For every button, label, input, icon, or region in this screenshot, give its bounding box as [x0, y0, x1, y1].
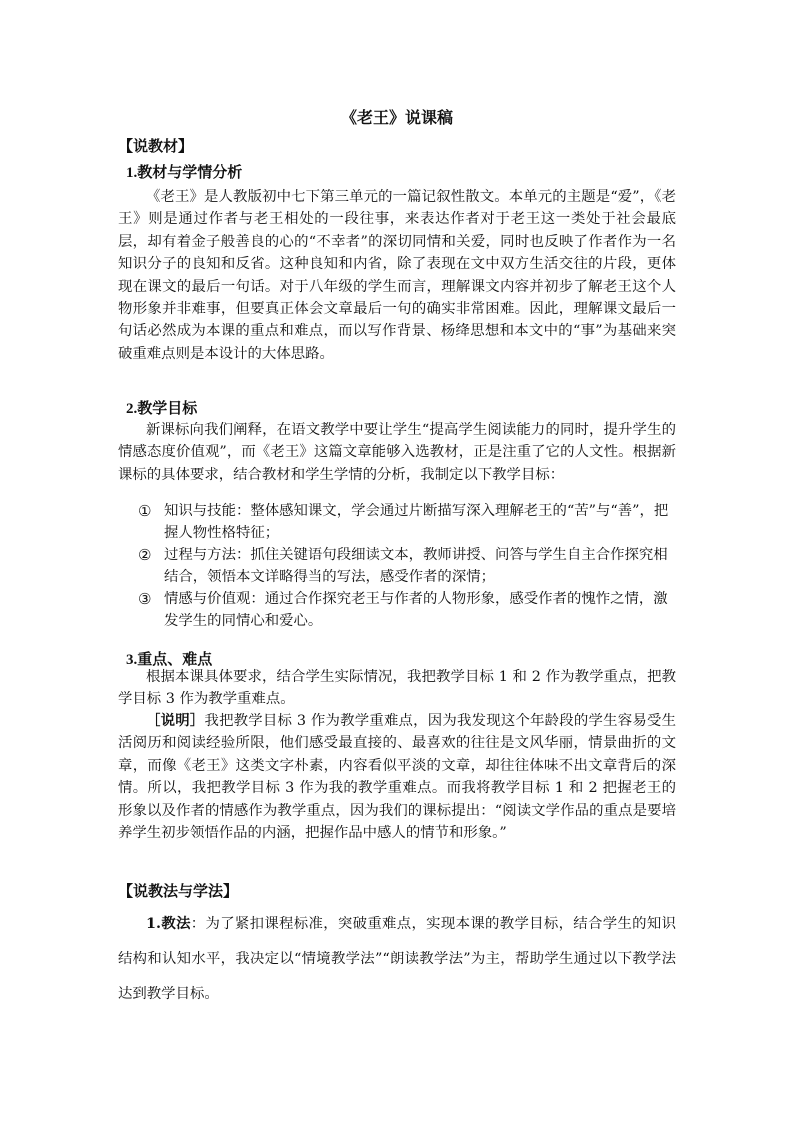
goal-item-process	[138, 544, 678, 589]
paragraph-explanation	[118, 710, 676, 844]
goal-text: 情感与价值观：通过合作探究老王与作者的人物形象，感受作者的愧怍之情，激发学生的同情心和爱心。	[164, 591, 668, 630]
teaching-method-label: 教法	[161, 915, 191, 932]
subheading-teaching-goals	[126, 397, 197, 420]
subheading-material-analysis	[126, 161, 242, 184]
goal-text: 知识与技能：整体感知课文，学会通过片断描写深入理解老王的“苦”与“善”，把握人物性格特征；	[164, 503, 669, 542]
goal-item-knowledge	[138, 500, 678, 545]
teaching-method-number: 1.	[146, 915, 162, 932]
goal-text: 过程与方法：抓住关键语句段细读文本，教师讲授、问答与学生自主合作探究相结合，领悟本文详略得当的写法，感受作者的深情；	[164, 547, 668, 586]
explanation-label: ［说明］	[146, 712, 205, 729]
explanation-text: 我把教学目标 3 作为教学重难点，因为我发现这个年龄段的学生容易受生活阅历和阅读经验所限，他们感受最直接的、最喜欢的往往是文风华丽，情景曲折的文章，而像《老王》这类文字朴素，内容看似平淡的文章，却往往体味不出文章背后的深情。所以，我把教学目标 3 作为我的教学重难点。而我将教学目标 1 和 2 把握老王的形象以及作者的情感作为教学重点，因为我们的课标提出：“阅读文学作品的重点是要培养学生初步领悟作品的内涵，把握作品中感人的情节和形象。”	[118, 713, 676, 842]
teaching-method-text: ：为了紧扣课程标准，突破重难点，实现本课的教学目标，结合学生的知识结构和认知水平，我决定以“情境教学法”“朗读教学法”为主，帮助学生通过以下教学法达到教学目标。	[118, 916, 676, 1002]
subheading-label: 重点、难点	[137, 650, 213, 668]
subheading-number: 3.	[126, 652, 138, 668]
subheading-label: 教学目标	[137, 399, 198, 417]
document-title: 《老王》说课稿	[340, 108, 453, 127]
goal-item-emotion	[138, 588, 678, 633]
paragraph-teaching-goals: 新课标向我们阐释，在语文教学中要让学生“提高学生阅读能力的同时，提升学生的情感态度价值观”，而《老王》这篇文章能够入选教材，正是注重了它的人文性。根据新课标的具体要求，结合教材和学生学情的分析，我制定以下教学目标：	[118, 422, 676, 483]
subheading-label: 教材与学情分析	[137, 163, 243, 181]
paragraph-material-analysis: 《老王》是人教版初中七下第三单元的一篇记叙性散文。本单元的主题是“爱”，《老王》则是通过作者与老王相处的一段往事，来表达作者对于老王这一类处于社会最底层，却有着金子般善良的心的“不幸者”的深切同情和关爱，同时也反映了作者作为一名知识分子的良知和反省。这种良知和内省，除了表现在文中双方生活交往的片段，更体现在课文的最后一句话。对于八年级的学生而言，理解课文内容并初步了解老王这个人物形象并非难事，但要真正体会文章最后一句的确实非常困难。因此，理解课文最后一句话必然成为本课的重点和难点，而以写作背景、杨绛思想和本文中的“事”为基础来突破重难点则是本设计的大体思路。	[118, 189, 676, 362]
section-heading-teaching-material: 【说教材】	[118, 137, 194, 155]
goal-marker: ③	[138, 590, 152, 608]
goal-marker: ①	[138, 502, 152, 520]
paragraph-key-points: 根据本课具体要求，结合学生实际情况，我把教学目标 1 和 2 作为教学重点，把教学目标 3 作为教学重难点。	[118, 669, 676, 708]
subheading-number: 2.	[126, 401, 138, 417]
paragraph-teaching-method	[118, 906, 676, 1012]
subheading-number: 1.	[126, 165, 138, 181]
goal-marker: ②	[138, 546, 152, 564]
section-heading-methods: 【说教法与学法】	[118, 882, 239, 900]
